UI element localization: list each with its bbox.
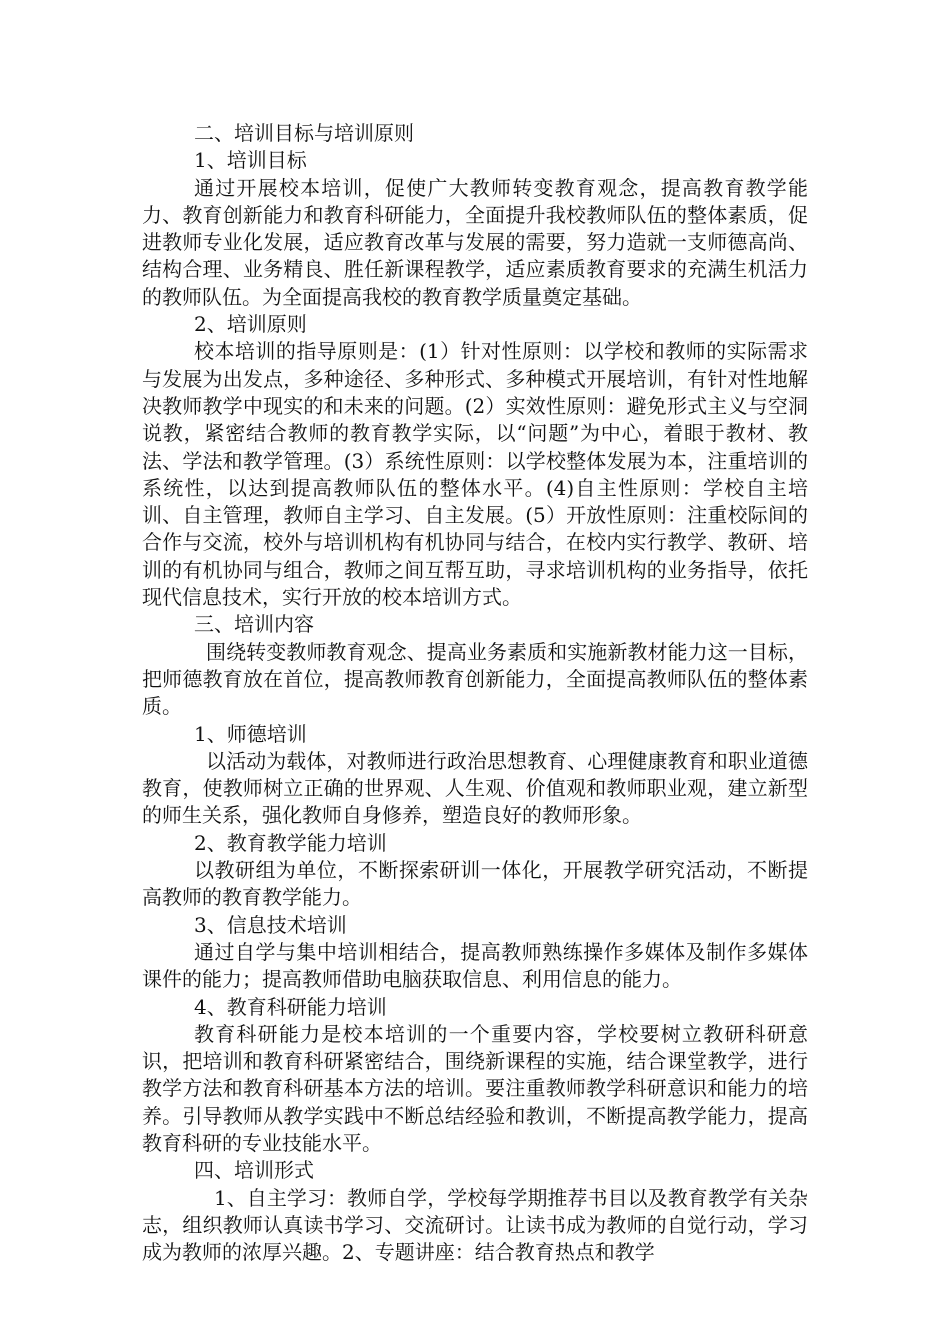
paragraph: 以活动为载体，对教师进行政治思想教育、心理健康教育和职业道德教育，使教师树立正确的世界观、人生观、价值观和教师职业观，建立新型的师生关系，强化教师自身修养，塑造良好的教师形象。 — [142, 748, 808, 828]
paragraph: 围绕转变教师教育观念、提高业务素质和实施新教材能力这一目标，把师德教育放在首位，提高教师教育创新能力，全面提高教师队伍的整体素质。 — [142, 639, 808, 719]
paragraph: 教育科研能力是校本培训的一个重要内容，学校要树立教研科研意识，把培训和教育科研紧密结合，围绕新课程的实施，结合课堂教学，进行教学方法和教育科研基本方法的培训。要注重教师教学科研意识和能力的培养。引导教师从教学实践中不断总结经验和教训，不断提高教学能力，提高教育科研的专业技能水平。 — [142, 1021, 808, 1155]
subsection-heading: 4、教育科研能力培训 — [194, 994, 387, 1019]
paragraph: 通过开展校本培训，促使广大教师转变教育观念，提高教育教学能力、教育创新能力和教育科研能力，全面提升我校教师队伍的整体素质，促进教师专业化发展，适应教育改革与发展的需要，努力造就一支师德高尚、结构合理、业务精良、胜任新课程教学，适应素质教育要求的充满生机活力的教师队伍。为全面提高我校的教育教学质量奠定基础。 — [142, 175, 808, 309]
subsection-heading: 1、师德培训 — [194, 721, 307, 746]
subsection-heading: 1、培训目标 — [194, 148, 307, 173]
paragraph: 以教研组为单位，不断探索研训一体化，开展教学研究活动，不断提高教师的教育教学能力。 — [142, 858, 808, 910]
paragraph: 1、自主学习：教师自学，学校每学期推荐书目以及教育教学有关杂志，组织教师认真读书学习、交流研讨。让读书成为教师的自觉行动，学习成为教师的浓厚兴趣。2、专题讲座：结合教育热点和教学 — [142, 1185, 808, 1265]
subsection-heading: 2、教育教学能力培训 — [194, 830, 387, 855]
paragraph: 校本培训的指导原则是：(1）针对性原则：以学校和教师的实际需求与发展为出发点，多种途径、多种形式、多种模式开展培训，有针对性地解决教师教学中现实的和未来的问题。(2）实效性原则：避免形式主义与空洞说教，紧密结合教师的教育教学实际，以“问题”为中心，着眼于教材、教法、学法和教学管理。(3）系统性原则：以学校整体发展为本，注重培训的系统性，以达到提高教师队伍的整体水平。(4)自主性原则：学校自主培训、自主管理，教师自主学习、自主发展。(5）开放性原则：注重校际间的合作与交流，校外与培训机构有机协同与结合，在校内实行教学、教研、培训的有机协同与组合，教师之间互帮互助，寻求培训机构的业务指导，依托现代信息技术，实行开放的校本培训方式。 — [142, 339, 808, 610]
subsection-heading: 3、信息技术培训 — [194, 912, 347, 937]
subsection-heading: 2、培训原则 — [194, 312, 307, 337]
paragraph: 通过自学与集中培训相结合，提高教师熟练操作多媒体及制作多媒体课件的能力；提高教师借助电脑获取信息、利用信息的能力。 — [142, 939, 808, 992]
section-heading: 四、培训形式 — [194, 1158, 314, 1183]
document-body — [142, 120, 808, 1266]
section-heading: 三、培训内容 — [194, 612, 314, 637]
section-heading: 二、培训目标与培训原则 — [194, 121, 414, 145]
